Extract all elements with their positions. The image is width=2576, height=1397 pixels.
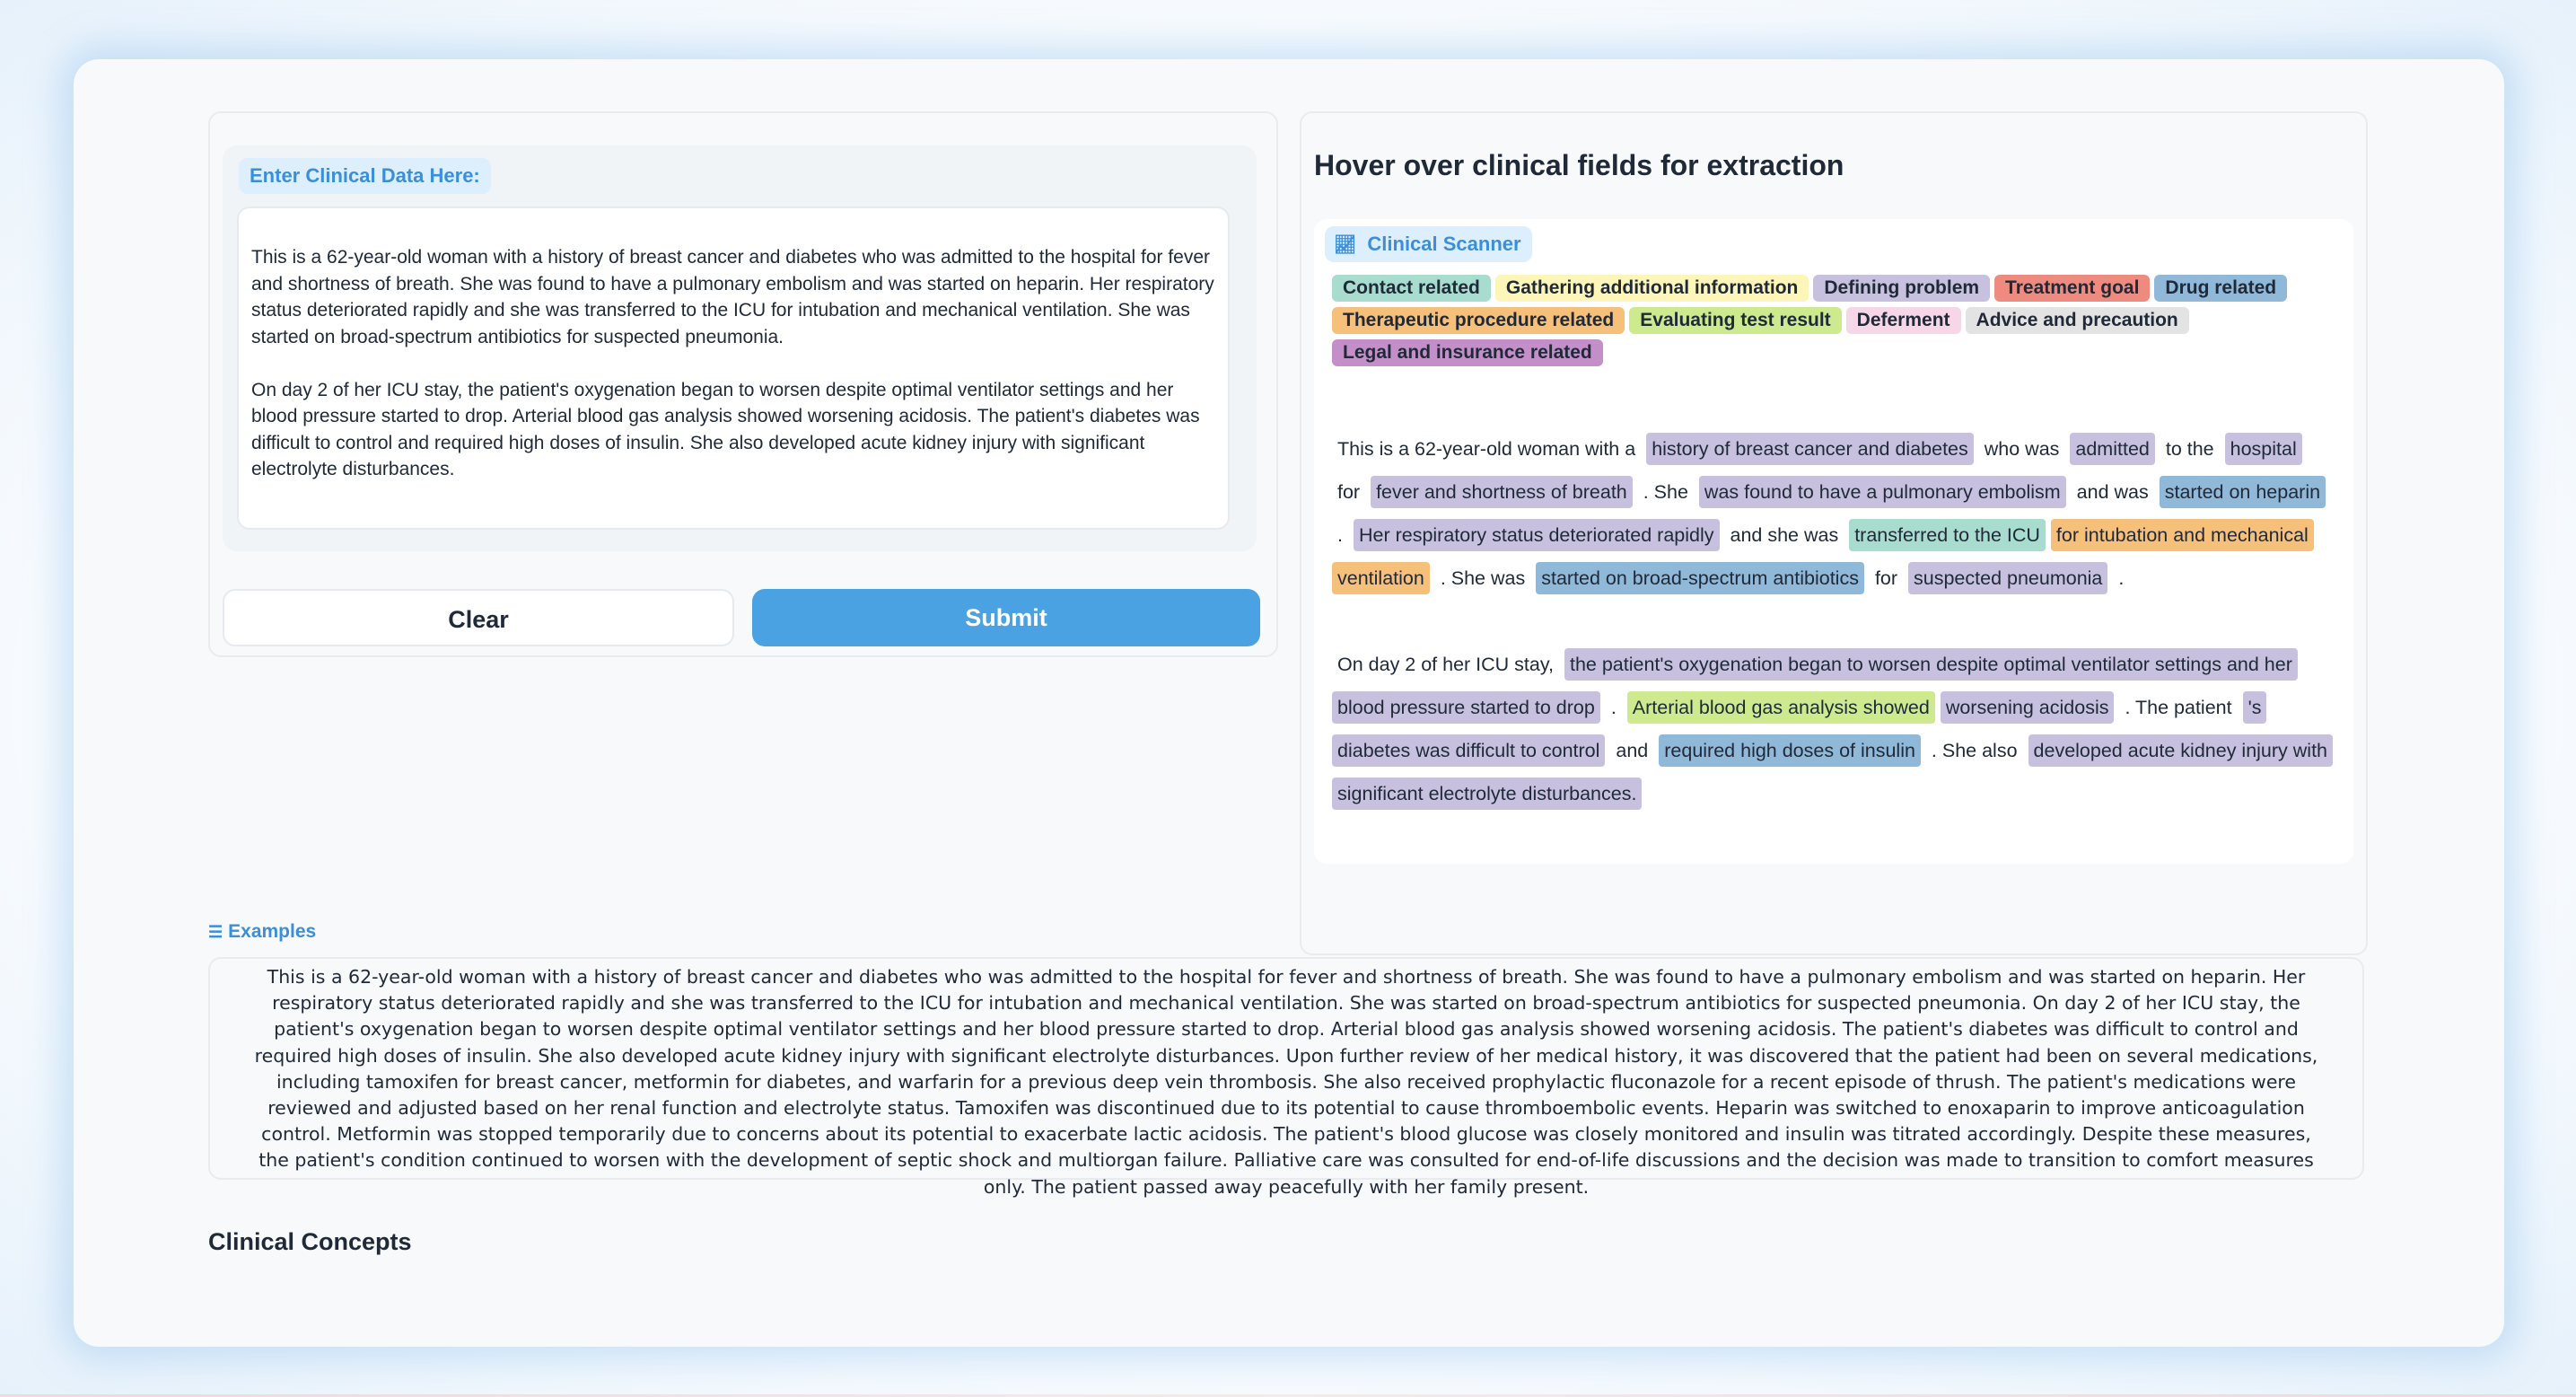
highlight-span[interactable]: started on broad-spectrum antibiotics bbox=[1536, 562, 1864, 594]
output-panel bbox=[1300, 111, 2368, 955]
legend-chip[interactable]: Advice and precaution bbox=[1966, 307, 2189, 334]
scanner-label bbox=[1325, 226, 1532, 262]
legend-chip[interactable]: Contact related bbox=[1332, 275, 1491, 302]
highlight-span[interactable]: fever and shortness of breath bbox=[1371, 476, 1633, 508]
highlighted-paragraph bbox=[1332, 427, 2332, 600]
highlight-span[interactable]: hospital bbox=[2225, 433, 2302, 465]
plain-text-span: . The patient bbox=[2125, 697, 2232, 718]
plain-text-span: . She bbox=[1643, 481, 1688, 503]
plain-text-span: . bbox=[1610, 697, 1617, 718]
examples-label bbox=[208, 921, 316, 943]
plain-text-span: On day 2 of her ICU stay, bbox=[1337, 654, 1554, 675]
highlight-span[interactable]: 's diabetes was difficult to control bbox=[1332, 691, 2266, 767]
highlight-span[interactable]: transferred to the ICU bbox=[1849, 519, 2046, 551]
list-icon: ☰ bbox=[208, 923, 223, 941]
scanner-label-text: Clinical Scanner bbox=[1367, 233, 1521, 255]
clinical-text-input[interactable]: This is a 62-year-old woman with a history of breast cancer and diabetes who was admitted to the hospital for fever and shortness of breath. She was found to have a pulmonary embolism and was started on heparin. Her respiratory status deteriorated rapidly and she was transferred to the ICU for intubation and mechanical ventilation. She was started on broad-spectrum antibiotics for suspected pneumonia. On day 2 of her ICU stay, the patient's oxygenation began to worsen despite optimal ventilator settings and her blood pressure started to drop. Arterial blood gas analysis showed worsening acidosis. The patient's diabetes was difficult to control and required high doses of insulin. She also developed acute kidney injury with significant electrolyte disturbances. bbox=[237, 206, 1230, 530]
plain-text-span: and she was bbox=[1730, 524, 1839, 546]
chart-icon: 📈︎ bbox=[1334, 235, 1357, 255]
highlight-span[interactable]: developed acute kidney injury with significant electrolyte disturbances. bbox=[1332, 734, 2333, 810]
highlight-span[interactable]: Arterial blood gas analysis showed bbox=[1627, 691, 1935, 724]
highlight-span[interactable]: Her respiratory status deteriorated rapidly bbox=[1354, 519, 1720, 551]
highlight-span[interactable]: the patient's oxygenation began to worsen despite optimal ventilator settings and her blood pressure started to drop bbox=[1332, 648, 2298, 724]
highlight-span[interactable]: history of breast cancer and diabetes bbox=[1646, 433, 1974, 465]
plain-text-span: . bbox=[2118, 567, 2125, 589]
highlight-span[interactable]: started on heparin bbox=[2160, 476, 2326, 508]
input-label: Enter Clinical Data Here: bbox=[239, 158, 491, 194]
plain-text-span: and bbox=[1616, 740, 1649, 761]
highlight-span[interactable]: for intubation and mechanical ventilation bbox=[1332, 519, 2314, 594]
category-legend bbox=[1332, 275, 2346, 372]
highlight-span[interactable]: admitted bbox=[2070, 433, 2154, 465]
highlight-span[interactable]: suspected pneumonia bbox=[1908, 562, 2107, 594]
legend-chip[interactable]: Evaluating test result bbox=[1629, 307, 1841, 334]
highlighted-paragraph bbox=[1332, 643, 2332, 815]
highlighted-text bbox=[1332, 427, 2332, 858]
plain-text-span: . bbox=[1337, 524, 1343, 546]
plain-text-span: This is a 62-year-old woman with a bbox=[1337, 438, 1636, 460]
legend-chip[interactable]: Defining problem bbox=[1813, 275, 1990, 302]
submit-button[interactable]: Submit bbox=[752, 589, 1260, 646]
highlight-span[interactable]: was found to have a pulmonary embolism bbox=[1699, 476, 2066, 508]
legend-chip[interactable]: Drug related bbox=[2154, 275, 2287, 302]
plain-text-span: . She also bbox=[1931, 740, 2018, 761]
plain-text-span: who was bbox=[1984, 438, 2060, 460]
input-block bbox=[223, 145, 1257, 551]
legend-chip[interactable]: Gathering additional information bbox=[1495, 275, 1809, 302]
plain-text-span: and was bbox=[2076, 481, 2149, 503]
plain-text-span: for bbox=[1337, 481, 1361, 503]
legend-chip[interactable]: Legal and insurance related bbox=[1332, 339, 1603, 366]
example-item[interactable]: This is a 62-year-old woman with a history of breast cancer and diabetes who was admitted to the hospital for fever and shortness of breath. She was found to have a pulmonary embolism and was started on heparin. Her respiratory status deteriorated rapidly and she was transferred to the ICU for intubation and mechanical ventilation. She was started on broad-spectrum antibiotics for suspected pneumonia. On day 2 of her ICU stay, the patient's oxygenation began to worsen despite optimal ventilator settings and her blood pressure started to drop. Arterial blood gas analysis showed worsening acidosis. The patient's diabetes was difficult to control and required high doses of insulin. She also developed acute kidney injury with significant electrolyte disturbances. Upon further review of her medical history, it was discovered that the patient had been on several medications, including tamoxifen for breast cancer, metformin for diabetes, and warfarin for a previous deep vein thrombosis. She also received prophylactic fluconazole for a recent episode of thrush. The patient's medications were reviewed and adjusted based on her renal function and electrolyte status. Tamoxifen was discontinued due to its potential to cause thromboembolic events. Heparin was switched to enoxaparin to improve anticoagulation control. Metformin was stopped temporarily due to concerns about its potential to exacerbate lactic acidosis. The patient's blood glucose was closely monitored and insulin was titrated accordingly. Despite these measures, the patient's condition continued to worsen with the development of septic shock and multiorgan failure. Palliative care was consulted for end-of-life discussions and the decision was made to transition to comfort measures only. The patient passed away peacefully with her family present. bbox=[208, 957, 2364, 1180]
app-card bbox=[74, 59, 2504, 1347]
highlight-span[interactable]: worsening acidosis bbox=[1941, 691, 2115, 724]
clinical-scanner bbox=[1314, 219, 2353, 864]
output-title: Hover over clinical fields for extraction bbox=[1314, 149, 1844, 181]
legend-chip[interactable]: Therapeutic procedure related bbox=[1332, 307, 1625, 334]
plain-text-span: for bbox=[1874, 567, 1898, 589]
clinical-concepts-title: Clinical Concepts bbox=[208, 1228, 412, 1255]
input-panel bbox=[208, 111, 1278, 657]
plain-text-span: . She was bbox=[1440, 567, 1526, 589]
legend-chip[interactable]: Deferment bbox=[1846, 307, 1961, 334]
plain-text-span: to the bbox=[2165, 438, 2214, 460]
clear-button[interactable]: Clear bbox=[223, 589, 734, 646]
highlight-span[interactable]: required high doses of insulin bbox=[1659, 734, 1921, 767]
legend-chip[interactable]: Treatment goal bbox=[1994, 275, 2150, 302]
examples-label-text: Examples bbox=[228, 921, 317, 942]
